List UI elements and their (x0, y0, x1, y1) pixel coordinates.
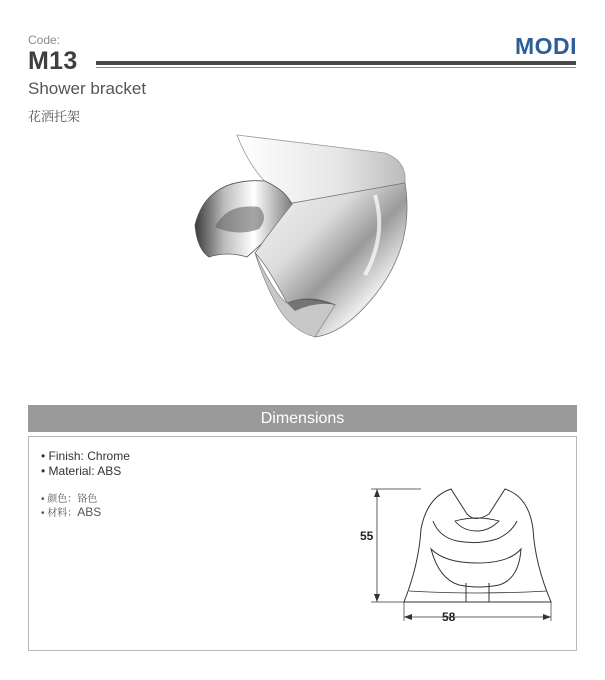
spec-material: • Material: ABS (41, 464, 122, 478)
product-name-cn: 花洒托架 (28, 109, 81, 124)
code-label: Code: (28, 33, 61, 47)
dimensions-header (28, 405, 577, 432)
product-photo (175, 125, 420, 350)
dimensions-title: Dimensions (260, 410, 345, 427)
header-rule-thin (96, 67, 576, 68)
spec-material-text: Material: ABS (48, 464, 122, 478)
spec-material-cn-label: 材料： (47, 508, 78, 519)
spec-material-cn-value: ABS (77, 505, 102, 519)
spec-finish-text: Finish: Chrome (48, 449, 130, 463)
spec-finish: • Finish: Chrome (41, 449, 130, 463)
dimensions-panel (28, 436, 577, 651)
brand-logo: MODI (514, 33, 577, 59)
technical-drawing (359, 459, 559, 634)
spec-color-cn-value: 铬色 (77, 494, 98, 505)
product-code: M13 (28, 47, 78, 75)
spec-color-cn: • 颜色：铬色 (41, 494, 98, 505)
height-dimension-label: 55 (360, 529, 374, 543)
spec-color-cn-label: 颜色： (47, 494, 78, 505)
spec-material-cn: • 材料：ABS (41, 505, 102, 519)
header-rule (96, 61, 576, 65)
width-dimension-label: 58 (442, 610, 456, 624)
product-name-en: Shower bracket (28, 79, 147, 98)
